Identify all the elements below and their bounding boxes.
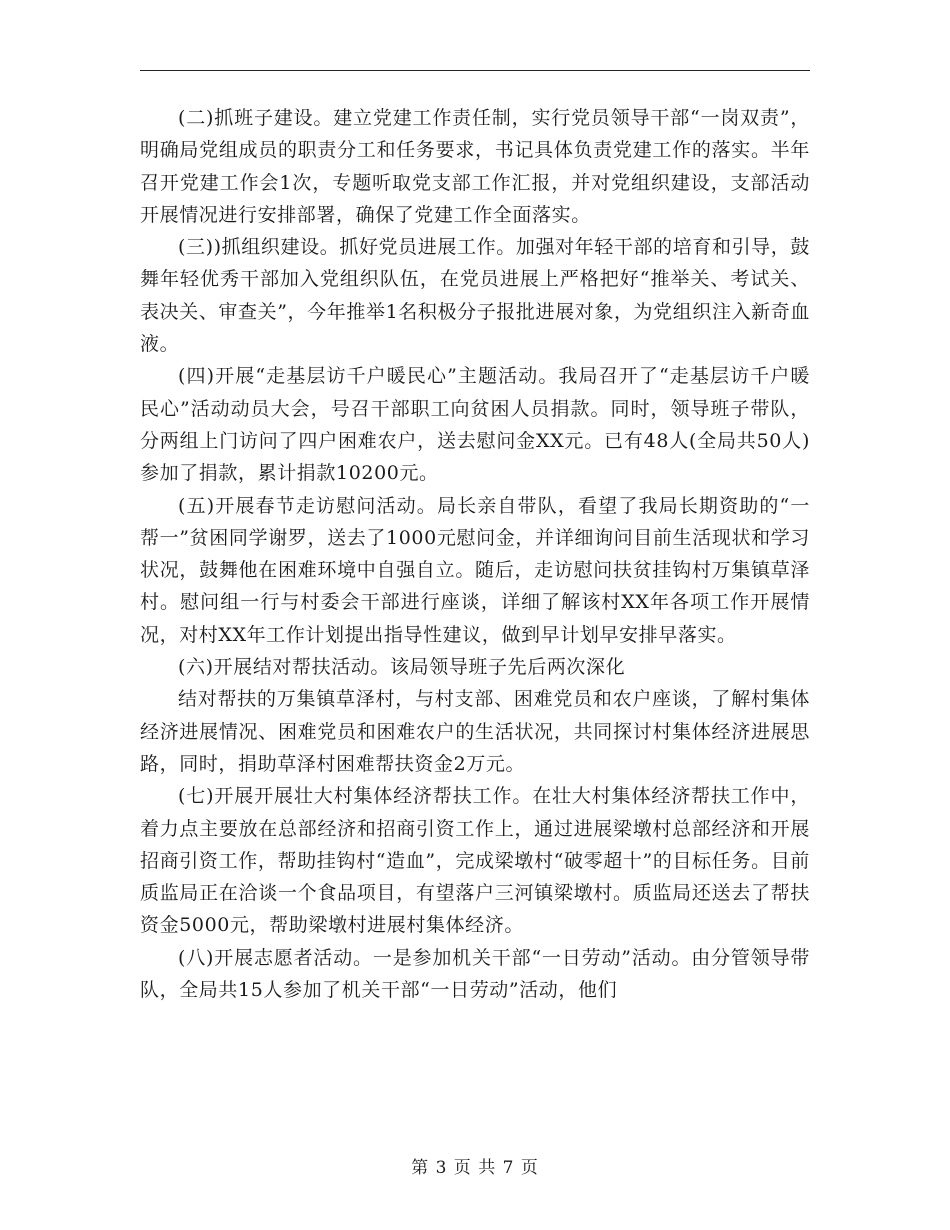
- paragraph-4: (四)开展“走基层访千户暖民心”主题活动。我局召开了“走基层访千户暖民心”活动动员大会，号召干部职工向贫困人员捐款。同时，领导班子带队，分两组上门访问了四户困难农户，送去慰问金XX元。已有48人(全局共50人)参加了捐款，累计捐款10200元。: [140, 365, 810, 485]
- paragraph-5: (五)开展春节走访慰问活动。局长亲自带队，看望了我局长期资助的“一帮一”贫困同学谢罗，送去了1000元慰问金，并详细询问目前生活现状和学习状况，鼓舞他在困难环境中自强自立。随后，走访慰问扶贫挂钩村万集镇草泽村。慰问组一行与村委会干部进行座谈，详细了解该村XX年各项工作开展情况，对村XX年工作计划提出指导性建议，做到早计划早安排早落实。: [140, 494, 810, 646]
- paragraph-2: (二)抓班子建设。建立党建工作责任制，实行党员领导干部“一岗双责”，明确局党组成员的职责分工和任务要求，书记具体负责党建工作的落实。半年召开党建工作会1次，专题听取党支部工作汇报，并对党组织建设，支部活动开展情况进行安排部署，确保了党建工作全面落实。: [140, 107, 810, 226]
- body-text: [140, 102, 810, 1006]
- header-rule: [140, 70, 810, 71]
- paragraph-7: (七)开展开展壮大村集体经济帮扶工作。在壮大村集体经济帮扶工作中，着力点主要放在总部经济和招商引资工作上，通过进展梁墩村总部经济和开展招商引资工作，帮助挂钩村“造血”，完成梁墩村“破零超十”的目标任务。目前质监局正在洽谈一个食品项目，有望落户三河镇梁墩村。质监局还送去了帮扶资金5000元，帮助梁墩村进展村集体经济。: [140, 785, 810, 937]
- page-number-footer: 第 3 页 共 7 页: [411, 1158, 539, 1178]
- paragraph-3: (三))抓组织建设。抓好党员进展工作。加强对年轻干部的培育和引导，鼓舞年轻优秀干部加入党组织队伍，在党员进展上严格把好“推举关、考试关、表决关、审查关”，今年推举1名积极分子报批进展对象，为党组织注入新奇血液。: [140, 236, 810, 356]
- paragraph-6: (六)开展结对帮扶活动。该局领导班子先后两次深化: [178, 656, 626, 679]
- paragraph-8: (八)开展志愿者活动。一是参加机关干部“一日劳动”活动。由分管领导带队，全局共15人参加了机关干部“一日劳动”活动，他们: [140, 946, 810, 1002]
- paragraph-6-continued: 结对帮扶的万集镇草泽村，与村支部、困难党员和农户座谈，了解村集体经济进展情况、困难党员和困难农户的生活状况，共同探讨村集体经济进展思路，同时，捐助草泽村困难帮扶资金2万元。: [140, 688, 810, 775]
